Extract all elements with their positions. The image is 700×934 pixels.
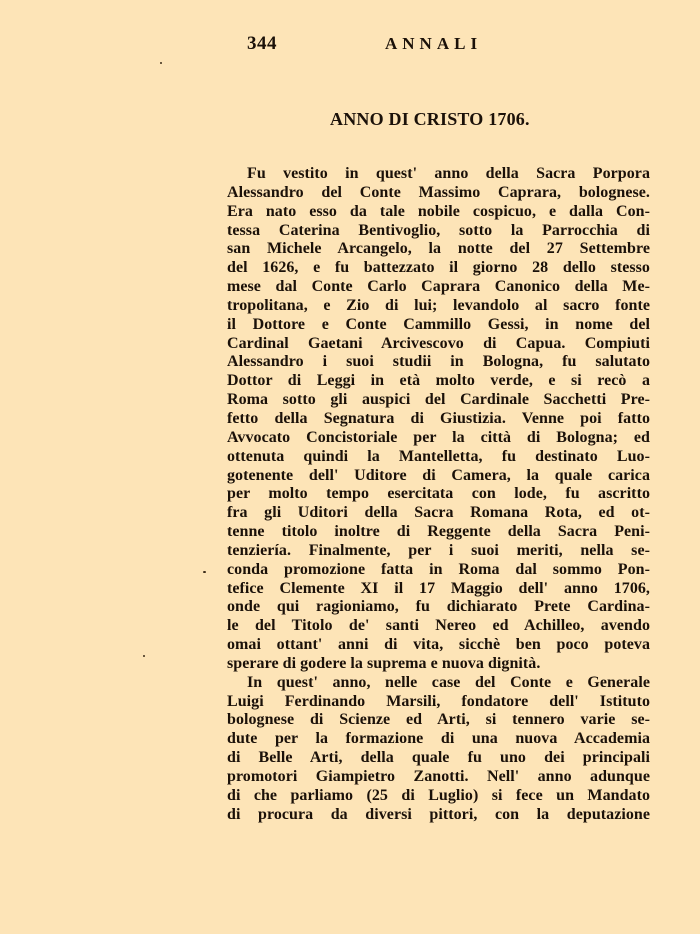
ink-speck bbox=[143, 655, 145, 657]
text-line: Avvocato Concistoriale per la città di Bologna; ed bbox=[227, 428, 650, 446]
page-number: 344 bbox=[247, 33, 277, 54]
text-line: Alessandro i suoi studii in Bologna, fu salutato bbox=[227, 353, 650, 371]
ink-speck bbox=[203, 571, 206, 573]
text-line: del 1626, e fu battezzato il giorno 28 dello stesso bbox=[227, 259, 650, 277]
ink-speck bbox=[160, 62, 162, 64]
text-line: ottenuta quindi la Mantelletta, fu destinato Luo- bbox=[227, 447, 650, 465]
text-line: le del Titolo de' santi Nereo ed Achilleo, avendo bbox=[227, 617, 650, 635]
text-line: Cardinal Gaetani Arcivescovo di Capua. Compiuti bbox=[227, 334, 650, 352]
text-line: Roma sotto gli auspici del Cardinale Sacchetti Pre- bbox=[227, 391, 650, 409]
text-line: mese dal Conte Carlo Caprara Canonico della Me- bbox=[227, 278, 650, 296]
text-line: onde qui ragioniamo, fu dichiarato Prete Cardina- bbox=[227, 598, 650, 616]
text-line: tenne titolo inoltre di Reggente della Sacra Peni- bbox=[227, 523, 650, 541]
text-line: promotori Giampietro Zanotti. Nell' anno adunque bbox=[227, 768, 650, 785]
text-line: bolognese di Scienze ed Arti, si tennero varie se- bbox=[227, 711, 650, 729]
text-line: di Belle Arti, della quale fu uno dei principali bbox=[227, 749, 650, 767]
text-line: tefice Clemente XI il 17 Maggio dell' anno 1706, bbox=[227, 579, 650, 597]
body-text bbox=[227, 165, 650, 825]
text-line: Alessandro del Conte Massimo Caprara, bolognese. bbox=[227, 183, 650, 201]
text-line: il Dottore e Conte Cammillo Gessi, in nome del bbox=[227, 315, 650, 333]
text-line: gotenente dell' Uditore di Camera, la quale carica bbox=[227, 466, 650, 484]
text-line: tessa Caterina Bentivoglio, sotto la Parrocchia di bbox=[227, 221, 650, 239]
text-line: tenziería. Finalmente, per i suoi meriti, nella se- bbox=[227, 541, 650, 559]
text-line: dute per la formazione di una nuova Accademia bbox=[227, 730, 650, 748]
running-head bbox=[245, 33, 495, 59]
text-line: fra gli Uditori della Sacra Romana Rota, ed ot- bbox=[227, 504, 650, 522]
text-line: omai ottant' anni di vita, sicchè ben poco poteva bbox=[227, 636, 650, 654]
running-title: ANNALI bbox=[385, 34, 483, 53]
text-line: In quest' anno, nelle case del Conte e Generale bbox=[247, 673, 650, 691]
text-line: Luigi Ferdinando Marsili, fondatore dell' Istituto bbox=[227, 692, 650, 710]
text-line: Era nato esso da tale nobile cospicuo, e dalla Con- bbox=[227, 202, 650, 220]
text-line: fetto della Segnatura di Giustizia. Venne poi fatto bbox=[227, 409, 650, 427]
text-line: di che parliamo (25 di Luglio) si fece un Mandato bbox=[227, 786, 650, 804]
text-line: san Michele Arcangelo, la notte del 27 Settembre bbox=[227, 240, 650, 258]
text-line: tropolitana, e Zio di lui; levandolo al sacro fonte bbox=[227, 296, 650, 314]
text-line: per molto tempo esercitata con lode, fu ascritto bbox=[227, 485, 650, 503]
text-line: Fu vestito in quest' anno della Sacra Porpora bbox=[247, 165, 650, 182]
text-line: sperare di godere la suprema e nuova dignità. bbox=[227, 654, 541, 672]
section-heading: ANNO DI CRISTO 1706. bbox=[330, 109, 530, 129]
text-line: conda promozione fatta in Roma dal sommo Pon- bbox=[227, 560, 650, 578]
text-line: Dottor di Leggi in età molto verde, e si recò a bbox=[227, 372, 650, 390]
text-line: di procura da diversi pittori, con la deputazione bbox=[227, 805, 650, 823]
